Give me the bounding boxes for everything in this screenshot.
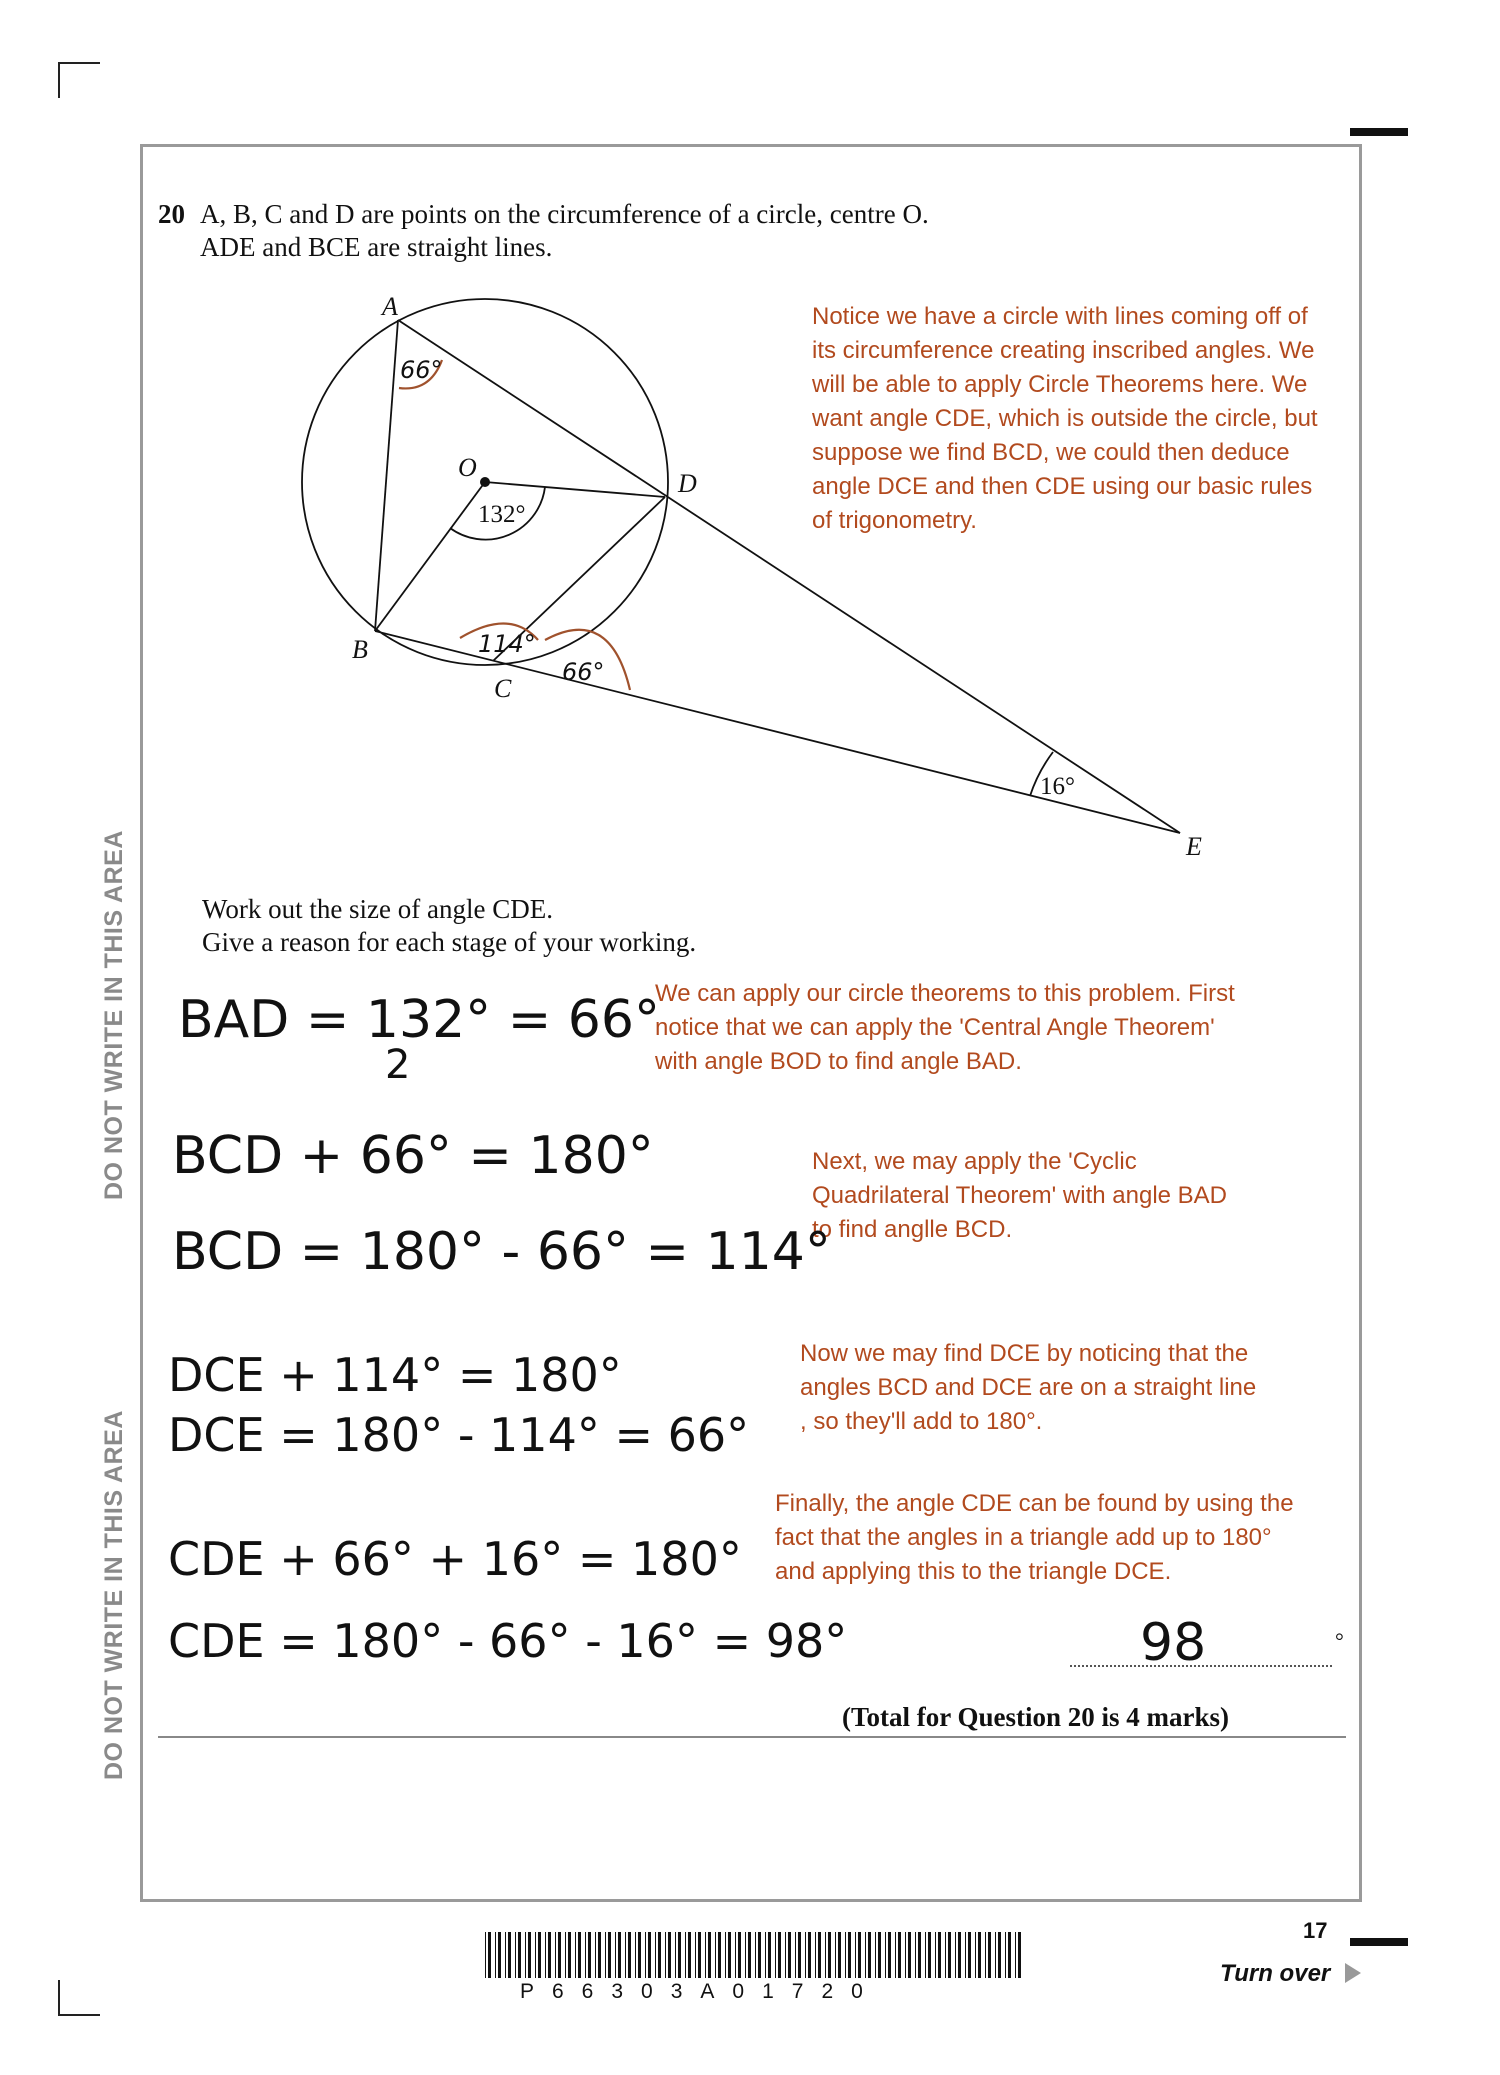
barcode-bar xyxy=(615,1932,616,1978)
barcode-bar xyxy=(505,1932,506,1978)
barcode-bar xyxy=(755,1932,756,1978)
barcode-bar xyxy=(588,1932,591,1978)
barcode-bar xyxy=(855,1932,856,1978)
barcode-bar xyxy=(548,1932,551,1978)
marked-angle-BCD: 114° xyxy=(478,630,536,658)
barcode-bar xyxy=(865,1932,866,1978)
barcode-bar xyxy=(605,1932,606,1978)
line-OB xyxy=(375,482,485,631)
barcode-bar xyxy=(595,1932,596,1978)
marked-angle-A: 66° xyxy=(400,356,443,384)
barcode-bar xyxy=(508,1932,511,1978)
barcode-bar xyxy=(815,1932,816,1978)
barcode-bar xyxy=(935,1932,936,1978)
barcode-bar xyxy=(568,1932,571,1978)
barcode-bar xyxy=(808,1932,811,1978)
explanation-note-4: Now we may find DCE by noticing that the angles BCD and DCE are on a straight line , so they'll add to 180°. xyxy=(800,1340,1257,1435)
label-D: D xyxy=(678,469,697,498)
barcode-bar xyxy=(908,1932,911,1978)
barcode-bar xyxy=(1008,1932,1011,1978)
barcode-bar xyxy=(1015,1932,1016,1978)
angle-16-label: 16° xyxy=(1040,773,1075,800)
barcode-bar xyxy=(648,1932,651,1978)
total-marks: (Total for Question 20 is 4 marks) xyxy=(842,1702,1230,1732)
barcode-bar xyxy=(875,1932,876,1978)
barcode-bar xyxy=(845,1932,846,1978)
crop-mark-bottom-left xyxy=(58,1980,100,2016)
barcode-bar xyxy=(878,1932,881,1978)
barcode-bar xyxy=(1005,1932,1006,1978)
barcode-bar xyxy=(705,1932,706,1978)
barcode-bar xyxy=(618,1932,621,1978)
question-number: 20 xyxy=(158,199,185,229)
barcode-bar xyxy=(745,1932,746,1978)
barcode-bar xyxy=(655,1932,656,1978)
marked-angle-DCE: 66° xyxy=(562,658,605,686)
task-line-2: Give a reason for each stage of your working. xyxy=(202,927,697,957)
centre-point xyxy=(480,477,490,487)
barcode-bar xyxy=(488,1932,491,1978)
barcode-bar xyxy=(598,1932,601,1978)
barcode-bar xyxy=(498,1932,501,1978)
answer-unit: ° xyxy=(1335,1628,1344,1653)
barcode-bar xyxy=(848,1932,851,1978)
turn-over-arrow-icon xyxy=(1345,1963,1361,1983)
barcode-bar xyxy=(975,1932,976,1978)
page-number: 17 xyxy=(1303,1918,1328,1943)
barcode-bar xyxy=(838,1932,841,1978)
barcode-bar xyxy=(708,1932,711,1978)
barcode-bar xyxy=(828,1932,831,1978)
total-rule xyxy=(158,1736,1346,1738)
barcode-bar xyxy=(995,1932,996,1978)
barcode-bar xyxy=(565,1932,566,1978)
barcode-bar xyxy=(538,1932,541,1978)
barcode-bar xyxy=(945,1932,946,1978)
barcode-bar xyxy=(575,1932,576,1978)
barcode xyxy=(485,1932,1023,1978)
angle-132-label: 132° xyxy=(478,501,526,528)
barcode-bar xyxy=(558,1932,561,1978)
line-BCE xyxy=(375,631,1180,833)
barcode-bar xyxy=(715,1932,716,1978)
barcode-bar xyxy=(818,1932,821,1978)
working-line-1: BAD = 132° = 66° xyxy=(178,990,660,1050)
working-line-3: BCD = 180° - 66° = 114° xyxy=(172,1222,831,1282)
barcode-bar xyxy=(718,1932,721,1978)
barcode-bar xyxy=(658,1932,661,1978)
barcode-bar xyxy=(495,1932,496,1978)
barcode-bar xyxy=(805,1932,806,1978)
barcode-bar xyxy=(885,1932,886,1978)
barcode-bar xyxy=(765,1932,766,1978)
label-B: B xyxy=(352,635,368,664)
explanation-note-1: Notice we have a circle with lines coming off of its circumference creating inscribed angles. We will be able to apply Circle Theorems here. We want angle CDE, which is outside the circle, but suppose we find BCD, we could then deduce angle DCE and then CDE using our basic rules of trigonometry. xyxy=(812,303,1318,534)
label-E: E xyxy=(1186,832,1202,861)
working-line-2: BCD + 66° = 180° xyxy=(172,1126,654,1186)
barcode-bar xyxy=(635,1932,636,1978)
barcode-bar xyxy=(698,1932,701,1978)
barcode-bar xyxy=(628,1932,631,1978)
explanation-note-3: Next, we may apply the 'Cyclic Quadrilateral Theorem' with angle BAD to find anglle BCD. xyxy=(812,1148,1228,1243)
barcode-bar xyxy=(725,1932,726,1978)
label-A: A xyxy=(382,292,398,321)
working-line-6: CDE + 66° + 16° = 180° xyxy=(168,1532,742,1586)
barcode-bar xyxy=(915,1932,916,1978)
barcode-bar xyxy=(928,1932,931,1978)
barcode-bar xyxy=(585,1932,586,1978)
barcode-bar xyxy=(958,1932,961,1978)
barcode-bar xyxy=(895,1932,896,1978)
explanation-note-5: Finally, the angle CDE can be found by using the fact that the angles in a triangle add up to 180° and applying this to the triangle DCE. xyxy=(775,1490,1294,1585)
barcode-bar xyxy=(608,1932,611,1978)
barcode-bar xyxy=(545,1932,546,1978)
barcode-bar xyxy=(938,1932,941,1978)
barcode-bar xyxy=(795,1932,796,1978)
barcode-bar xyxy=(525,1932,526,1978)
barcode-bar xyxy=(535,1932,536,1978)
barcode-text: P66303A01720 xyxy=(520,1980,881,2003)
barcode-bar xyxy=(888,1932,891,1978)
barcode-bar xyxy=(728,1932,731,1978)
barcode-bar xyxy=(515,1932,516,1978)
barcode-bar xyxy=(965,1932,966,1978)
barcode-bar xyxy=(898,1932,901,1978)
barcode-bar xyxy=(788,1932,791,1978)
barcode-bar xyxy=(748,1932,751,1978)
working-line-1-denominator: 2 xyxy=(385,1042,411,1088)
barcode-bar xyxy=(758,1932,761,1978)
working-line-5: DCE = 180° - 114° = 66° xyxy=(168,1408,750,1462)
label-O: O xyxy=(458,453,477,482)
label-C: C xyxy=(494,674,512,703)
barcode-bar xyxy=(675,1932,676,1978)
barcode-bar xyxy=(678,1932,681,1978)
barcode-bar xyxy=(835,1932,836,1978)
barcode-bar xyxy=(978,1932,981,1978)
task-instructions xyxy=(202,893,696,959)
line-OD xyxy=(485,482,665,497)
barcode-bar xyxy=(688,1932,691,1978)
barcode-bar xyxy=(905,1932,906,1978)
barcode-bar xyxy=(778,1932,781,1978)
barcode-bar xyxy=(868,1932,871,1978)
barcode-bar xyxy=(518,1932,521,1978)
barcode-bar xyxy=(668,1932,671,1978)
barcode-bar xyxy=(858,1932,861,1978)
turn-over-text: Turn over xyxy=(1220,1960,1331,1987)
barcode-bar xyxy=(768,1932,771,1978)
barcode-bar xyxy=(918,1932,921,1978)
barcode-bar xyxy=(555,1932,556,1978)
barcode-bar xyxy=(638,1932,641,1978)
task-line-1: Work out the size of angle CDE. xyxy=(202,894,553,924)
barcode-bar xyxy=(578,1932,581,1978)
barcode-bar xyxy=(948,1932,951,1978)
explanation-note-2: We can apply our circle theorems to this problem. First notice that we can apply the 'Central Angle Theorem' with angle BOD to find angle BAD. xyxy=(655,980,1235,1075)
edge-mark-bottom xyxy=(1350,1938,1408,1946)
barcode-bar xyxy=(625,1932,626,1978)
barcode-bar xyxy=(798,1932,801,1978)
barcode-bar xyxy=(775,1932,776,1978)
barcode-bar xyxy=(685,1932,686,1978)
barcode-bar xyxy=(825,1932,826,1978)
barcode-bar xyxy=(485,1932,486,1978)
barcode-bar xyxy=(645,1932,646,1978)
question-text-line-1: A, B, C and D are points on the circumference of a circle, centre O. xyxy=(200,199,929,229)
working-line-7: CDE = 180° - 66° - 16° = 98° xyxy=(168,1614,848,1668)
line-AB xyxy=(375,320,398,631)
barcode-bar xyxy=(985,1932,986,1978)
barcode-bar xyxy=(925,1932,926,1978)
working-line-4: DCE + 114° = 180° xyxy=(168,1348,622,1402)
barcode-bar xyxy=(998,1932,1001,1978)
barcode-bar xyxy=(738,1932,741,1978)
barcode-bar xyxy=(988,1932,991,1978)
barcode-bar xyxy=(785,1932,786,1978)
question-text-line-2: ADE and BCE are straight lines. xyxy=(200,232,553,262)
barcode-bar xyxy=(665,1932,666,1978)
barcode-bar xyxy=(968,1932,971,1978)
barcode-bar xyxy=(1018,1932,1021,1978)
barcode-bar xyxy=(735,1932,736,1978)
answer-value: 98 xyxy=(1140,1613,1207,1673)
barcode-bar xyxy=(528,1932,531,1978)
barcode-bar xyxy=(695,1932,696,1978)
barcode-bar xyxy=(955,1932,956,1978)
